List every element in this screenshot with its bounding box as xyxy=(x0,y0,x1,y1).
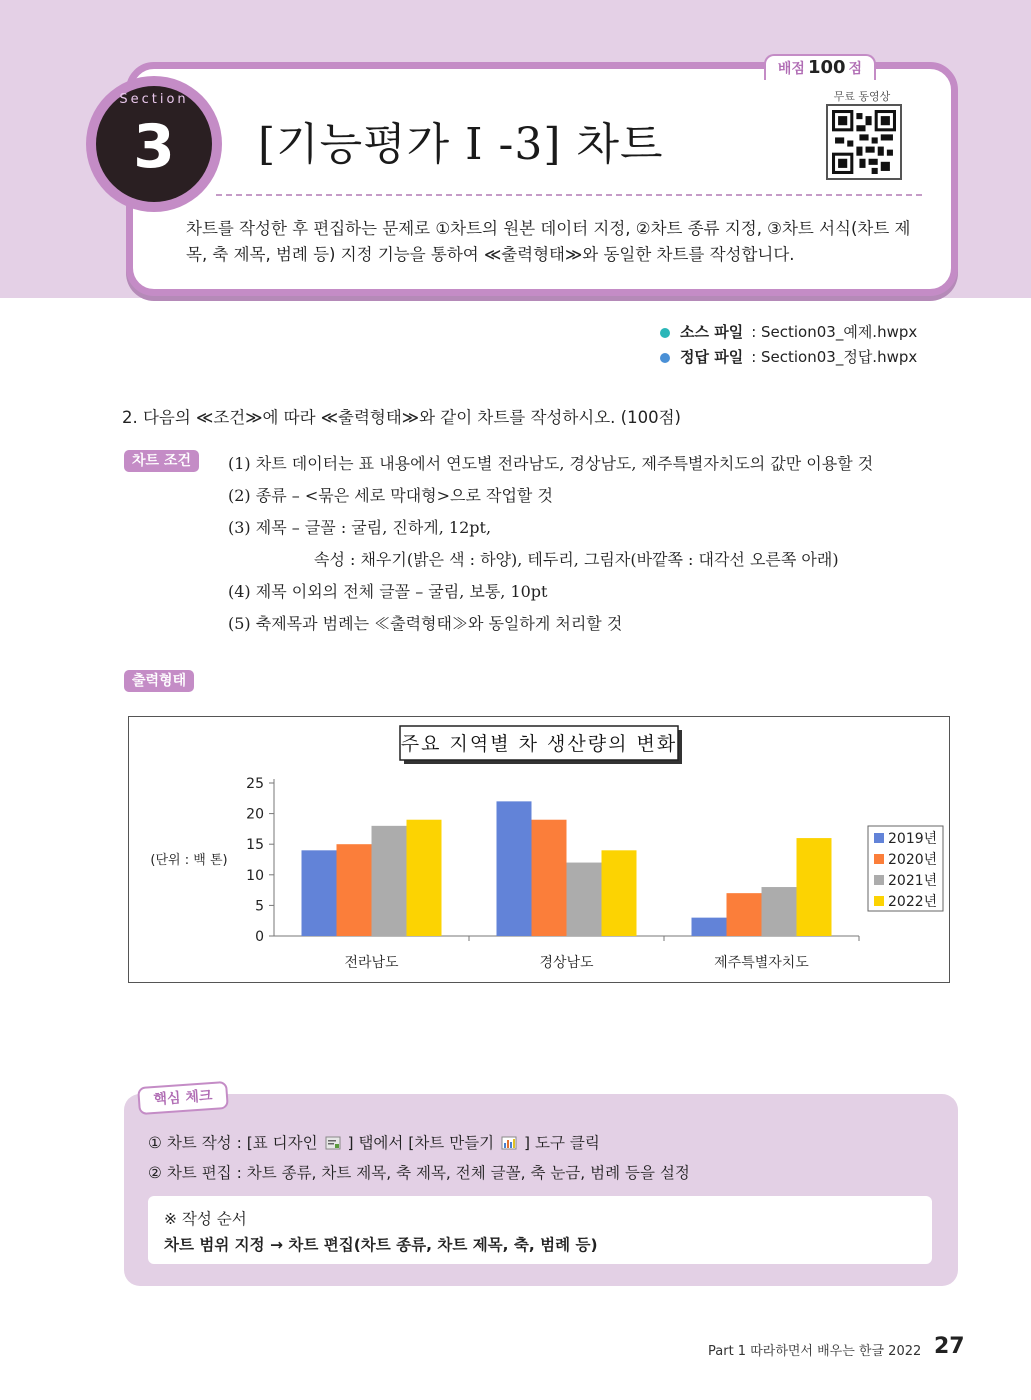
y-tick-label: 15 xyxy=(246,837,264,854)
answer-file-name: : Section03_정답.hwpx xyxy=(751,348,918,366)
bar-2020년-제주특별자치도 xyxy=(727,893,762,936)
chart-frame xyxy=(128,716,950,983)
legend-label: 2019년 xyxy=(888,831,938,847)
legend-swatch xyxy=(874,833,884,843)
question-text: 2. 다음의 ≪조건≫에 따라 ≪출력형태≫와 같이 차트를 작성하시오. (100점) xyxy=(122,408,681,427)
order-title: ※ 작성 순서 xyxy=(164,1210,247,1228)
create-chart-icon xyxy=(501,1136,517,1150)
source-file-row xyxy=(660,320,917,345)
legend-label: 2020년 xyxy=(888,852,938,868)
y-tick-label: 0 xyxy=(255,929,264,945)
y-axis-title: (단위 : 백 톤) xyxy=(150,853,228,868)
qr-code[interactable] xyxy=(826,104,902,180)
bar-2021년-제주특별자치도 xyxy=(762,887,797,936)
conditions-tag: 차트 조건 xyxy=(124,450,199,472)
section-intro: 차트를 작성한 후 편집하는 문제로 ①차트의 원본 데이터 지정, ②차트 종류 지정, ③차트 서식(차트 제목, 축 제목, 범례 등) 지정 기능을 통하여 ≪출력형태≫와 동일한 차트를 작성합니다. xyxy=(186,219,911,264)
bullet-dot-icon xyxy=(660,353,670,363)
bar-2022년-전라남도 xyxy=(407,820,442,936)
legend-swatch xyxy=(874,896,884,906)
score-unit: 점 xyxy=(848,61,863,77)
condition-item: (1) 차트 데이터는 표 내용에서 연도별 전라남도, 경상남도, 제주특별자치도의 값만 이용할 것 xyxy=(228,454,874,473)
header-divider xyxy=(216,194,922,196)
y-tick-label: 5 xyxy=(255,898,264,915)
x-category-label: 전라남도 xyxy=(344,955,399,971)
y-tick-label: 10 xyxy=(246,867,264,884)
key-check-text: ] 탭에서 [차트 만들기 xyxy=(347,1134,495,1152)
score-tab xyxy=(764,54,876,80)
key-check-tag: 핵심 체크 xyxy=(137,1081,229,1115)
score-label: 배점 xyxy=(777,61,805,77)
file-list xyxy=(660,320,917,370)
x-category-label: 제주특별자치도 xyxy=(714,955,809,971)
legend-label: 2022년 xyxy=(888,894,938,910)
qr-code-icon xyxy=(832,110,896,174)
bar-2020년-전라남도 xyxy=(337,844,372,936)
key-check-text: ] 도구 클릭 xyxy=(524,1134,600,1152)
key-check-text: ① 차트 작성 : [표 디자인 xyxy=(148,1134,318,1152)
legend-label: 2021년 xyxy=(888,873,938,889)
bar-2021년-전라남도 xyxy=(372,826,407,936)
conditions-list xyxy=(228,448,873,640)
key-check-line-1 xyxy=(148,1128,690,1158)
bar-2019년-경상남도 xyxy=(497,801,532,936)
qr-label: 무료 동영상 xyxy=(833,90,891,103)
section-number: 3 xyxy=(133,112,175,182)
order-box xyxy=(148,1196,932,1264)
bar-2022년-제주특별자치도 xyxy=(797,838,832,936)
bar-chart xyxy=(129,717,951,984)
legend-swatch xyxy=(874,854,884,864)
section-word: Section xyxy=(119,92,189,107)
bar-2019년-제주특별자치도 xyxy=(692,918,727,936)
source-file-label: 소스 파일 xyxy=(680,323,744,341)
key-check-lines xyxy=(148,1128,690,1188)
condition-item: (2) 종류 – <묶은 세로 막대형>으로 작업할 것 xyxy=(228,486,553,505)
bar-2020년-경상남도 xyxy=(532,820,567,936)
source-file-name: : Section03_예제.hwpx xyxy=(751,323,918,341)
y-tick-label: 20 xyxy=(246,806,264,823)
table-design-icon xyxy=(325,1136,341,1150)
key-check-line-2: ② 차트 편집 : 차트 종류, 차트 제목, 축 제목, 전체 글꼴, 축 눈금, 범례 등을 설정 xyxy=(148,1164,690,1182)
condition-item: (5) 축제목과 범례는 ≪출력형태≫와 동일하게 처리할 것 xyxy=(228,614,623,633)
section-title: [기능평가 I -3] 차트 xyxy=(258,119,664,170)
condition-item: (3) 제목 – 글꼴 : 굴림, 진하게, 12pt, xyxy=(228,518,492,537)
output-tag: 출력형태 xyxy=(124,670,194,692)
chart-title: 주요 지역별 차 생산량의 변화 xyxy=(400,733,678,755)
bullet-dot-icon xyxy=(660,328,670,338)
page-number: 27 xyxy=(934,1334,965,1359)
answer-file-label: 정답 파일 xyxy=(680,348,744,366)
x-category-label: 경상남도 xyxy=(539,955,594,971)
legend-swatch xyxy=(874,875,884,885)
bar-2019년-전라남도 xyxy=(302,850,337,936)
condition-item: (4) 제목 이외의 전체 글꼴 – 굴림, 보통, 10pt xyxy=(228,582,548,601)
bar-2021년-경상남도 xyxy=(567,863,602,936)
section-badge xyxy=(96,86,212,202)
footer-text: Part 1 따라하면서 배우는 한글 2022 xyxy=(708,1344,922,1359)
order-body: 차트 범위 지정 → 차트 편집(차트 종류, 차트 제목, 축, 범례 등) xyxy=(164,1236,598,1254)
y-tick-label: 25 xyxy=(246,776,264,792)
answer-file-row xyxy=(660,345,917,370)
condition-item: 속성 : 채우기(밝은 색 : 하양), 테두리, 그림자(바깥쪽 : 대각선 오른쪽 아래) xyxy=(314,550,839,569)
score-value: 100 xyxy=(807,57,846,78)
bar-2022년-경상남도 xyxy=(602,850,637,936)
